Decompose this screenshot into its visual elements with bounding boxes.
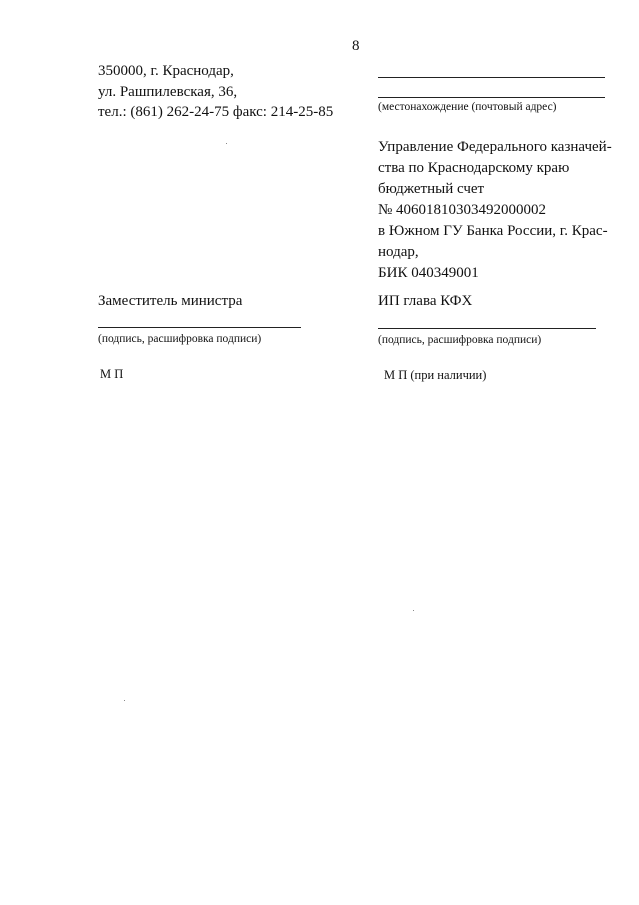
location-caption: (местонахождение (почтовый адрес)	[378, 101, 557, 113]
farm-head-title: ИП глава КФХ	[378, 293, 473, 309]
address-line-street: ул. Рашпилевская, 36,	[98, 83, 238, 100]
page-number: 8	[352, 38, 360, 54]
bank-line-6: нодар,	[378, 244, 419, 260]
signature-line-left	[98, 327, 301, 328]
scan-speck	[226, 143, 227, 144]
scan-speck	[413, 610, 414, 611]
bank-bik: БИК 040349001	[378, 265, 479, 281]
stamp-label-right: М П (при наличии)	[384, 368, 487, 382]
bank-line-2: ства по Краснодарскому краю	[378, 160, 570, 176]
signature-caption-left: (подпись, расшифровка подписи)	[98, 333, 262, 345]
deputy-minister-title: Заместитель министра	[98, 293, 243, 309]
ministry-address	[98, 61, 333, 123]
scan-speck	[124, 700, 125, 701]
address-line-phone: тел.: (861) 262-24-75 факс: 214-25-85	[98, 104, 334, 120]
signature-line-right	[378, 328, 596, 329]
bank-account-number: № 40601810303492000002	[378, 202, 547, 218]
bank-line-1: Управление Федерального казначей-	[378, 139, 612, 155]
bank-details	[378, 137, 612, 284]
bank-line-5: в Южном ГУ Банка России, г. Крас-	[378, 223, 608, 239]
signature-caption-right: (подпись, расшифровка подписи)	[378, 334, 542, 346]
address-line-city: 350000, г. Краснодар,	[98, 63, 234, 79]
location-line-2	[378, 97, 605, 98]
location-line-1	[378, 77, 605, 78]
stamp-label-left: М П	[100, 367, 124, 381]
bank-line-3: бюджетный счет	[378, 181, 485, 197]
